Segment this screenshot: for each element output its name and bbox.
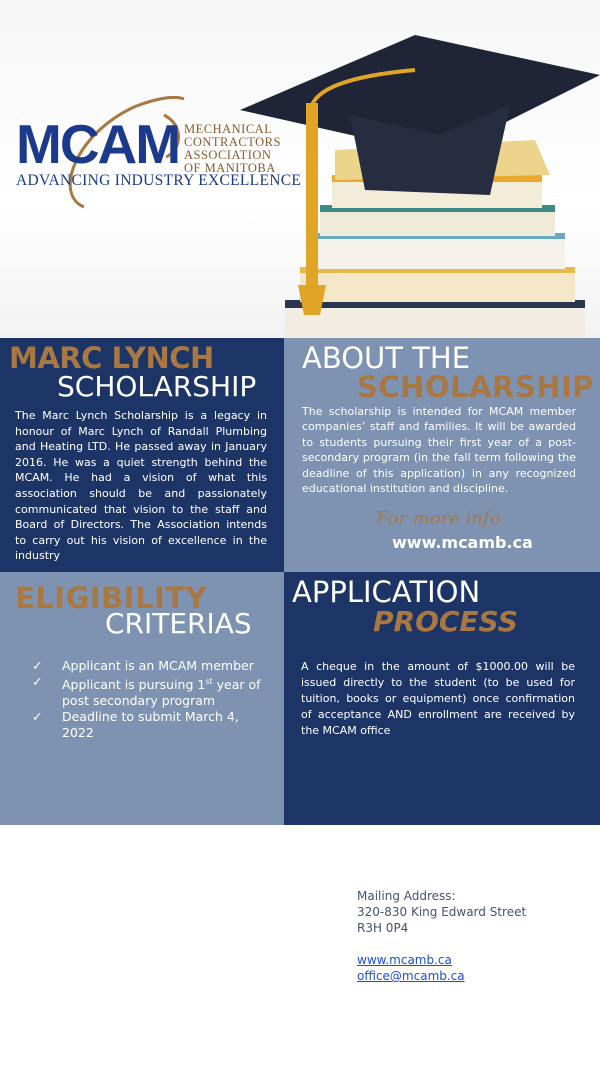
marc-lynch-panel	[0, 338, 284, 572]
mailing-street: 320-830 King Edward Street	[357, 905, 527, 919]
mailing-postal: R3H 0P4	[357, 921, 409, 935]
eligibility-title-line1: ELIGIBILITY	[15, 581, 208, 615]
checkmark-icon: ✓	[32, 674, 43, 689]
logo-org-line: ASSOCIATION	[184, 148, 272, 162]
list-item	[32, 658, 272, 674]
eligibility-panel	[0, 572, 284, 825]
logo-org-line: MECHANICAL	[184, 122, 273, 136]
list-item-text: Applicant is an MCAM member	[62, 658, 254, 673]
list-item	[32, 709, 272, 741]
marc-lynch-title-line2: SCHOLARSHIP	[57, 370, 257, 403]
about-panel	[284, 338, 600, 572]
ordinal-suffix: st	[205, 677, 213, 686]
website-link[interactable]: www.mcamb.ca	[357, 953, 452, 967]
eligibility-title-line2: CRITERIAS	[105, 607, 252, 640]
contact-block	[357, 888, 526, 984]
list-item-text: year of post secondary program	[62, 677, 261, 709]
application-title-line2: PROCESS	[373, 605, 518, 638]
logo-tagline: ADVANCING INDUSTRY EXCELLENCE	[16, 172, 302, 189]
logo-org-line: CONTRACTORS	[184, 135, 281, 149]
website-link[interactable]: www.mcamb.ca	[392, 533, 533, 552]
mailing-address-label: Mailing Address:	[357, 889, 456, 903]
graduation-cap-books-illustration	[240, 15, 600, 338]
about-title-line2: SCHOLARSHIP	[357, 370, 595, 404]
logo-org-line: OF MANITOBA	[184, 161, 276, 175]
application-title-line1: APPLICATION	[292, 575, 481, 609]
checkmark-icon: ✓	[32, 709, 43, 725]
list-item-text: Deadline to submit March 4, 2022	[62, 709, 239, 741]
hero-banner	[0, 0, 600, 338]
logo-acronym: MCAM	[16, 113, 180, 175]
checkmark-icon: ✓	[32, 658, 43, 673]
eligibility-list	[32, 658, 272, 741]
list-item-text: Applicant is pursuing 1	[62, 677, 206, 693]
more-info-label: For more info	[376, 508, 501, 529]
about-body: The scholarship is intended for MCAM member companies’ staff and families. It will be awarded to students pursuing their first year of a post-secondary program (in the fall term following the deadline of this application) in any recognized educational institution and discipline.	[302, 405, 576, 496]
about-title-line1: ABOUT THE	[302, 341, 471, 375]
application-body: A cheque in the amount of $1000.00 will be issued directly to the student (to be used for tuition, books or equipment) once confirmation of acceptance AND enrollment are received by the MCAM office	[301, 660, 575, 737]
list-item	[32, 674, 272, 709]
marc-lynch-title-line1: MARC LYNCH	[9, 341, 214, 375]
marc-lynch-body: The Marc Lynch Scholarship is a legacy in honour of Marc Lynch of Randall Plumbing and Heating LTD. He passed away in January 2016. He was a quiet strength behind the MCAM. He had a vision of what this association should be and passionately communicated that vision to the staff and Board of Directors. The Association intends to carry out his vision of excellence in the industry	[15, 409, 267, 563]
email-link[interactable]: office@mcamb.ca	[357, 969, 465, 983]
application-panel	[284, 572, 600, 825]
